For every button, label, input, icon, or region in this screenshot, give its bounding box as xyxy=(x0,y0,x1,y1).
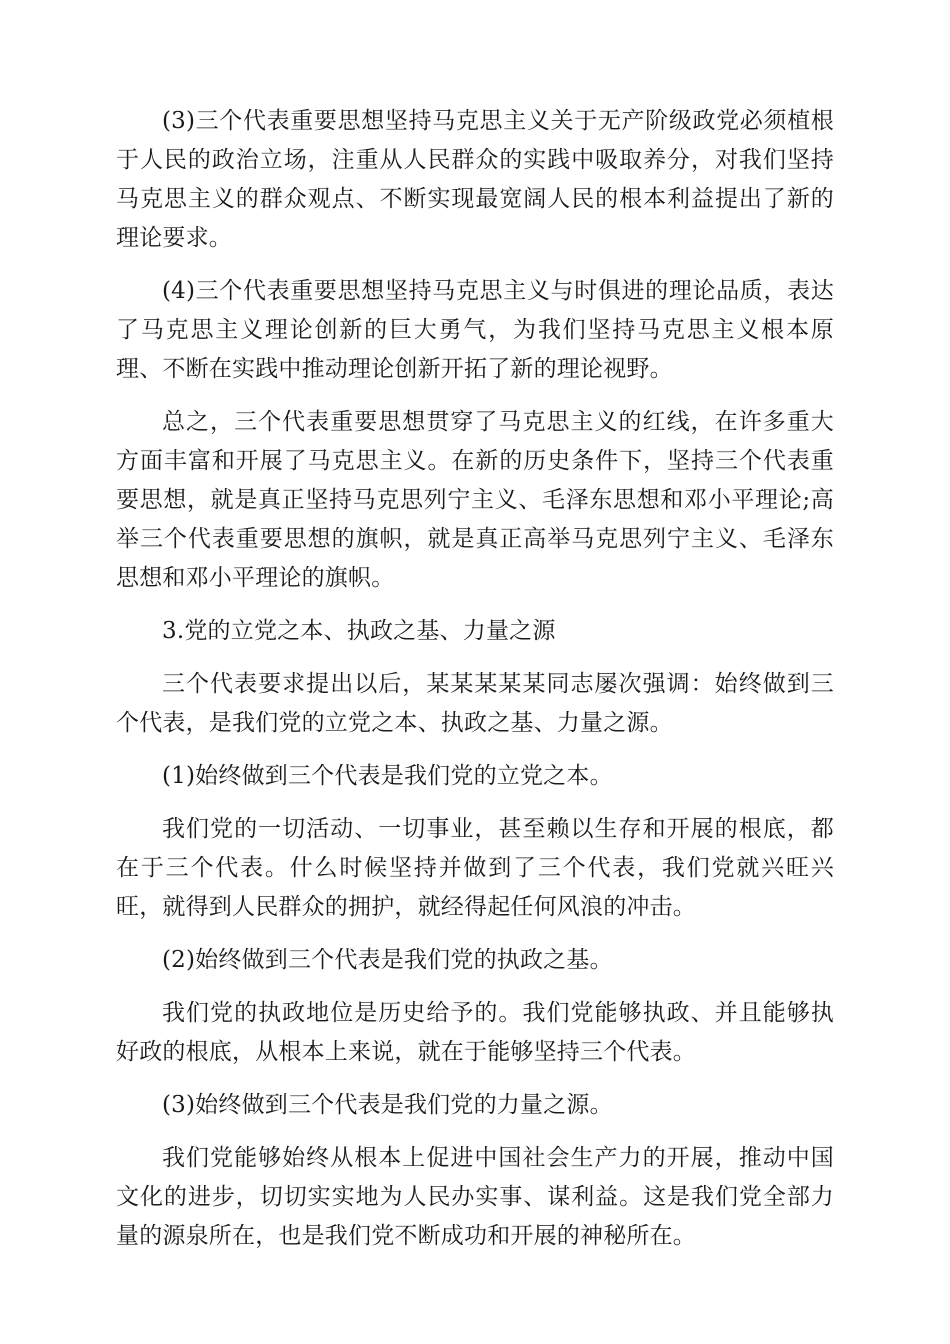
paragraph: 三个代表要求提出以后，某某某某某同志屡次强调：始终做到三个代表，是我们党的立党之本、执政之基、力量之源。 xyxy=(116,671,834,736)
paragraph: 我们党能够始终从根本上促进中国社会生产力的开展，推动中国文化的进步，切切实实地为人民办实事、谋利益。这是我们党全部力量的源泉所在，也是我们党不断成功和开展的神秘所在。 xyxy=(116,1145,834,1249)
paragraph: 我们党的执政地位是历史给予的。我们党能够执政、并且能够执好政的根底，从根本上来说，就在于能够坚持三个代表。 xyxy=(116,1000,834,1065)
paragraph: 总之，三个代表重要思想贯穿了马克思主义的红线，在许多重大方面丰富和开展了马克思主义。在新的历史条件下，坚持三个代表重要思想，就是真正坚持马克思列宁主义、毛泽东思想和邓小平理论;高举三个代表重要思想的旗帜，就是真正高举马克思列宁主义、毛泽东思想和邓小平理论的旗帜。 xyxy=(116,409,834,591)
paragraph: (4)三个代表重要思想坚持马克思主义与时俱进的理论品质，表达了马克思主义理论创新的巨大勇气，为我们坚持马克思主义根本原理、不断在实践中推动理论创新开拓了新的理论视野。 xyxy=(116,278,834,382)
subsection-heading: (2)始终做到三个代表是我们党的执政之基。 xyxy=(162,947,613,973)
document-body xyxy=(116,102,834,1270)
subsection-heading: (3)始终做到三个代表是我们党的力量之源。 xyxy=(162,1092,613,1118)
subsection-heading: (1)始终做到三个代表是我们党的立党之本。 xyxy=(162,763,613,789)
section-heading: 3.党的立党之本、执政之基、力量之源 xyxy=(162,618,556,644)
paragraph: (3)三个代表重要思想坚持马克思主义关于无产阶级政党必须植根于人民的政治立场，注重从人民群众的实践中吸取养分，对我们坚持马克思主义的群众观点、不断实现最宽阔人民的根本利益提出了新的理论要求。 xyxy=(116,108,834,251)
paragraph: 我们党的一切活动、一切事业，甚至赖以生存和开展的根底，都在于三个代表。什么时候坚持并做到了三个代表，我们党就兴旺兴旺，就得到人民群众的拥护，就经得起任何风浪的冲击。 xyxy=(116,816,834,920)
